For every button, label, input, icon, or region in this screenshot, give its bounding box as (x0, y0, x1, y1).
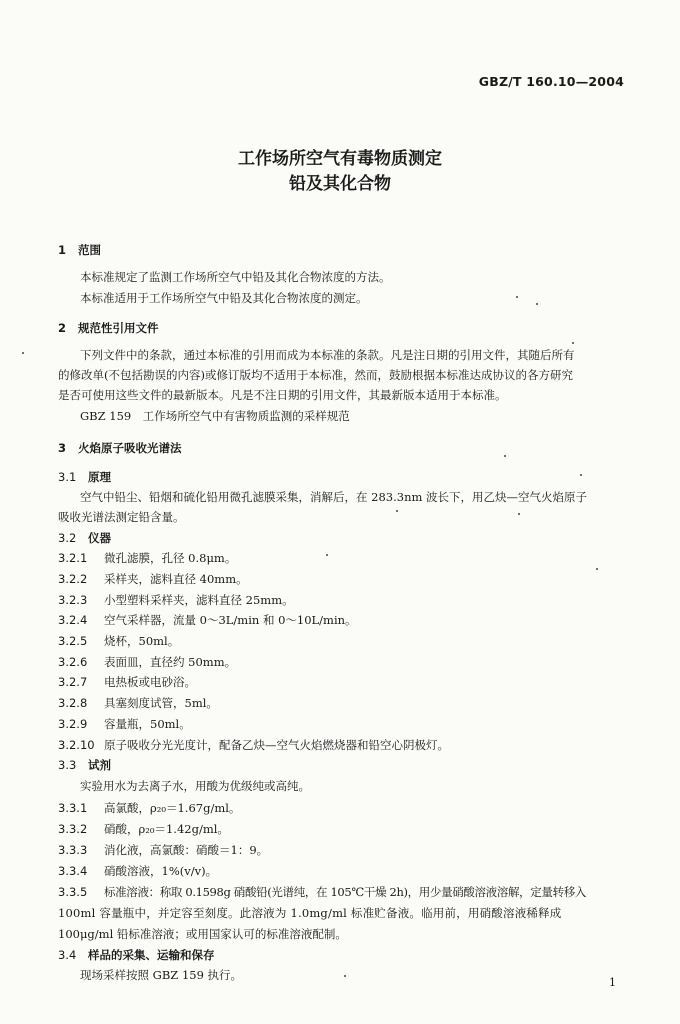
paragraph-cont: 100ml 容量瓶中，并定容至刻度。此溶液为 1.0mg/ml 标准贮备液。临用前，用硝酸溶液稀释成 (58, 906, 562, 920)
section-1-heading (58, 242, 101, 258)
section-number: 3 (58, 441, 67, 455)
list-item (58, 674, 196, 690)
reference-item: GBZ 159 工作场所空气中有害物质监测的采样规范 (80, 409, 350, 423)
list-item (58, 716, 191, 732)
item-text: 微孔滤膜，孔径 0.8μm。 (104, 551, 237, 565)
subsection-3-1-heading (58, 469, 111, 485)
item-text: 高氯酸，ρ₂₀＝1.67g/ml。 (104, 801, 241, 815)
list-item (58, 695, 218, 711)
subsection-number: 3.2 (58, 531, 77, 545)
section-number: 2 (58, 321, 67, 335)
paragraph-cont: 100μg/ml 铅标准溶液；或用国家认可的标准溶液配制。 (58, 927, 347, 941)
list-item (58, 633, 179, 649)
item-text: 小型塑料采样夹，滤料直径 25mm。 (104, 593, 294, 607)
item-number: 3.2.3 (58, 593, 88, 607)
subsection-3-4-heading (58, 947, 215, 963)
scan-speck (504, 455, 506, 457)
scan-speck (536, 303, 538, 305)
scan-speck (518, 513, 520, 515)
subsection-3-2-heading (58, 530, 111, 546)
item-text: 容量瓶，50ml。 (104, 717, 191, 731)
paragraph-cont: 吸收光谱法测定铅含量。 (58, 510, 185, 524)
item-text: 具塞刻度试管，5ml。 (104, 696, 218, 710)
scan-speck (22, 352, 24, 354)
scan-speck (344, 975, 346, 977)
paragraph-cont: 是否可使用这些文件的最新版本。凡是不注日期的引用文件，其最新版本适用于本标准。 (58, 388, 507, 402)
paragraph: 本标准规定了监测工作场所空气中铅及其化合物浓度的方法。 (80, 270, 391, 284)
item-number: 3.3.5 (58, 885, 88, 899)
scan-speck (580, 474, 582, 476)
paragraph: 本标准适用于工作场所空气中铅及其化合物浓度的测定。 (80, 291, 368, 305)
item-number: 3.2.9 (58, 717, 88, 731)
section-3-heading (58, 440, 182, 456)
item-number: 3.2.8 (58, 696, 88, 710)
subsection-title: 仪器 (88, 531, 111, 545)
standard-code: GBZ/T 160.10—2004 (478, 74, 624, 89)
item-number: 3.3.4 (58, 864, 88, 878)
item-number: 3.2.7 (58, 675, 88, 689)
item-number: 3.2.1 (58, 551, 88, 565)
paragraph: 实验用水为去离子水，用酸为优级纯或高纯。 (80, 779, 310, 793)
item-text: 烧杯，50ml。 (104, 634, 180, 648)
section-number: 1 (58, 243, 67, 257)
subsection-title: 原理 (88, 470, 111, 484)
item-text: 消化液，高氯酸：硝酸＝1：9。 (104, 843, 269, 857)
paragraph-cont: 的修改单(不包括勘误的内容)或修订版均不适用于本标准，然而，鼓励根据本标准达成协议的各方研究 (58, 368, 573, 382)
list-item (58, 571, 248, 587)
scan-speck (572, 342, 574, 344)
list-item (58, 737, 449, 753)
item-text: 硝酸，ρ₂₀＝1.42g/ml。 (104, 822, 229, 836)
paragraph: 空气中铅尘、铅烟和硫化铅用微孔滤膜采集，消解后，在 283.3nm 波长下，用乙炔—空气火焰原子 (80, 490, 588, 504)
list-item (58, 592, 294, 608)
page-subtitle: 铅及其化合物 (289, 174, 391, 194)
item-number: 3.3.2 (58, 822, 88, 836)
item-text: 标准溶液：称取 0.1598g 硝酸铅(光谱纯，在 105℃干燥 2h)，用少量硝酸溶液溶解，定量转移入 (104, 885, 587, 899)
paragraph: 下列文件中的条款，通过本标准的引用而成为本标准的条款。凡是注日期的引用文件，其随后所有 (80, 348, 575, 362)
page-number: 1 (609, 976, 616, 989)
list-item (58, 800, 240, 816)
item-number: 3.2.2 (58, 572, 88, 586)
list-item (58, 654, 236, 670)
subsection-3-3-heading (58, 757, 111, 773)
item-text: 硝酸溶液，1%(v/v)。 (104, 864, 218, 878)
scan-speck (326, 554, 328, 556)
item-text: 电热板或电砂浴。 (104, 675, 196, 689)
list-item (58, 821, 229, 837)
section-title: 火焰原子吸收光谱法 (78, 441, 182, 455)
paragraph: 现场采样按照 GBZ 159 执行。 (80, 968, 243, 982)
item-text: 空气采样器，流量 0～3L/min 和 0～10L/min。 (104, 613, 357, 627)
subsection-number: 3.3 (58, 758, 77, 772)
list-item (58, 550, 236, 566)
subsection-number: 3.1 (58, 470, 77, 484)
list-item (58, 863, 217, 879)
subsection-number: 3.4 (58, 948, 77, 962)
scan-speck (516, 296, 518, 298)
item-text: 原子吸收分光光度计，配备乙炔—空气火焰燃烧器和铅空心阴极灯。 (104, 738, 449, 752)
list-item (58, 612, 357, 628)
item-text: 采样夹，滤料直径 40mm。 (104, 572, 248, 586)
list-item (58, 842, 268, 858)
item-number: 3.3.3 (58, 843, 88, 857)
item-number: 3.3.1 (58, 801, 88, 815)
section-2-heading (58, 320, 159, 336)
list-item (58, 884, 586, 900)
section-title: 范围 (78, 243, 101, 257)
item-number: 3.2.6 (58, 655, 88, 669)
item-number: 3.2.10 (58, 738, 95, 752)
scan-speck (396, 510, 398, 512)
item-number: 3.2.4 (58, 613, 88, 627)
item-text: 表面皿，直径约 50mm。 (104, 655, 237, 669)
item-number: 3.2.5 (58, 634, 88, 648)
section-title: 规范性引用文件 (78, 321, 159, 335)
subsection-title: 样品的采集、运输和保存 (88, 948, 215, 962)
page-title: 工作场所空气有毒物质测定 (238, 149, 442, 169)
scan-speck (596, 568, 598, 570)
subsection-title: 试剂 (88, 758, 111, 772)
